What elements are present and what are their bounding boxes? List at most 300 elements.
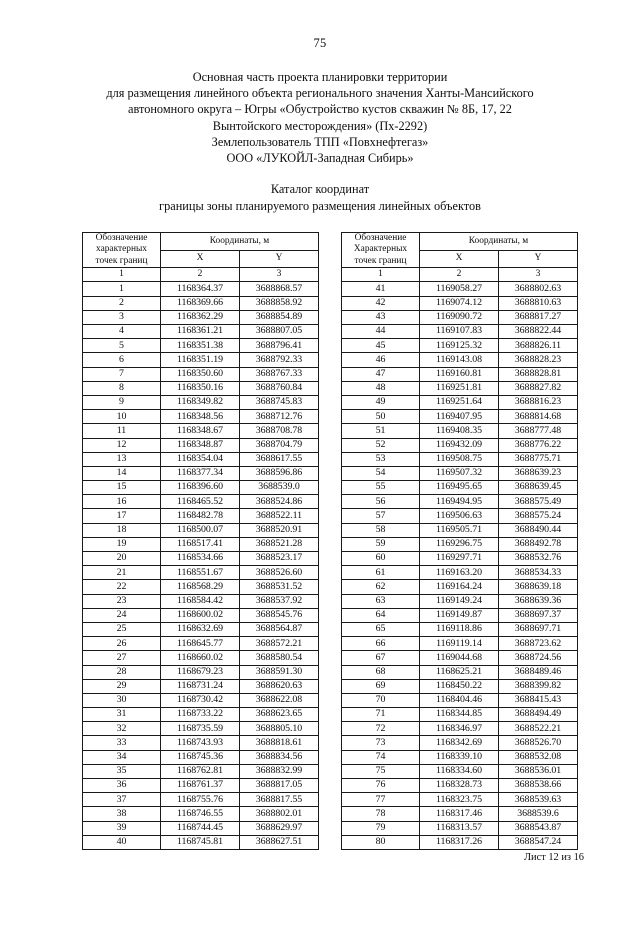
- cell-x: 1168584.42: [161, 594, 240, 608]
- cell-y: 3688399.82: [499, 679, 578, 693]
- cell-point-id: 72: [342, 722, 420, 736]
- cell-y: 3688827.82: [499, 381, 578, 395]
- cell-y: 3688868.57: [240, 282, 319, 296]
- table-row: [83, 608, 319, 622]
- cell-x: 1168745.36: [161, 750, 240, 764]
- cell-point-id: 22: [83, 580, 161, 594]
- table-row: [83, 580, 319, 594]
- table-row: [342, 367, 578, 381]
- cell-point-id: 16: [83, 495, 161, 509]
- cell-y: 3688539.6: [499, 807, 578, 821]
- cell-x: 1168348.87: [161, 438, 240, 452]
- cell-point-id: 53: [342, 452, 420, 466]
- table-row: [342, 339, 578, 353]
- cell-y: 3688539.63: [499, 793, 578, 807]
- table-body-right: [342, 282, 578, 850]
- cell-y: 3688818.61: [240, 736, 319, 750]
- cell-point-id: 24: [83, 608, 161, 622]
- table-row: [83, 367, 319, 381]
- title-line-5: Землепользователь ТПП «Повхнефтегаз»: [211, 134, 429, 149]
- table-row: [83, 807, 319, 821]
- cell-y: 3688531.52: [240, 580, 319, 594]
- cell-y: 3688796.41: [240, 339, 319, 353]
- table-row: [83, 481, 319, 495]
- table-row: [83, 395, 319, 409]
- cell-point-id: 48: [342, 381, 420, 395]
- cell-point-id: 50: [342, 410, 420, 424]
- cell-x: 1168396.60: [161, 481, 240, 495]
- cell-x: 1168317.26: [420, 835, 499, 849]
- cell-x: 1168354.04: [161, 452, 240, 466]
- cell-x: 1169407.95: [420, 410, 499, 424]
- cell-point-id: 40: [83, 835, 161, 849]
- document-title: [0, 69, 640, 166]
- table-row: [342, 594, 578, 608]
- table-row: [342, 410, 578, 424]
- cell-point-id: 66: [342, 637, 420, 651]
- table-row: [83, 566, 319, 580]
- table-row: [342, 622, 578, 636]
- table-row: [83, 779, 319, 793]
- table-header-right: [342, 233, 578, 282]
- table-header-left: [83, 233, 319, 282]
- table-row: [83, 466, 319, 480]
- cell-y: 3688494.49: [499, 708, 578, 722]
- cell-point-id: 25: [83, 622, 161, 636]
- cell-y: 3688547.24: [499, 835, 578, 849]
- cell-point-id: 11: [83, 424, 161, 438]
- cell-y: 3688832.99: [240, 764, 319, 778]
- cell-x: 1169296.75: [420, 537, 499, 551]
- cell-point-id: 68: [342, 665, 420, 679]
- cell-x: 1169058.27: [420, 282, 499, 296]
- cell-point-id: 9: [83, 395, 161, 409]
- cell-x: 1168339.10: [420, 750, 499, 764]
- table-body-left: [83, 282, 319, 850]
- cell-point-id: 45: [342, 339, 420, 353]
- column-number-1-left: 1: [83, 268, 161, 282]
- cell-x: 1168730.42: [161, 693, 240, 707]
- cell-point-id: 2: [83, 296, 161, 310]
- cell-y: 3688520.91: [240, 523, 319, 537]
- title-line-2: для размещения линейного объекта регионального значения Ханты-Мансийского: [106, 86, 534, 101]
- table-row: [83, 523, 319, 537]
- cell-y: 3688822.44: [499, 325, 578, 339]
- cell-point-id: 43: [342, 310, 420, 324]
- cell-y: 3688572.21: [240, 637, 319, 651]
- table-row: [342, 651, 578, 665]
- cell-point-id: 1: [83, 282, 161, 296]
- cell-y: 3688777.48: [499, 424, 578, 438]
- cell-x: 1169505.71: [420, 523, 499, 537]
- cell-point-id: 13: [83, 452, 161, 466]
- cell-y: 3688629.97: [240, 821, 319, 835]
- cell-y: 3688522.21: [499, 722, 578, 736]
- cell-point-id: 55: [342, 481, 420, 495]
- table-row: [342, 296, 578, 310]
- table-row: [83, 693, 319, 707]
- cell-x: 1169119.14: [420, 637, 499, 651]
- cell-y: 3688627.51: [240, 835, 319, 849]
- cell-y: 3688639.45: [499, 481, 578, 495]
- table-row: [342, 679, 578, 693]
- table-row: [342, 438, 578, 452]
- table-row: [83, 325, 319, 339]
- cell-y: 3688545.76: [240, 608, 319, 622]
- cell-x: 1169143.08: [420, 353, 499, 367]
- cell-point-id: 46: [342, 353, 420, 367]
- cell-x: 1168351.19: [161, 353, 240, 367]
- table-row: [342, 580, 578, 594]
- table-row: [342, 353, 578, 367]
- cell-point-id: 30: [83, 693, 161, 707]
- cell-x: 1169149.87: [420, 608, 499, 622]
- cell-y: 3688704.79: [240, 438, 319, 452]
- table-row: [342, 750, 578, 764]
- table-row: [83, 339, 319, 353]
- cell-point-id: 35: [83, 764, 161, 778]
- cell-point-id: 56: [342, 495, 420, 509]
- cell-point-id: 74: [342, 750, 420, 764]
- table-row: [83, 708, 319, 722]
- cell-y: 3688532.76: [499, 552, 578, 566]
- cell-x: 1168735.59: [161, 722, 240, 736]
- cell-y: 3688810.63: [499, 296, 578, 310]
- cell-y: 3688415.43: [499, 693, 578, 707]
- table-row: [83, 722, 319, 736]
- table-row: [83, 637, 319, 651]
- title-line-6: ООО «ЛУКОЙЛ-Западная Сибирь»: [226, 151, 414, 166]
- header-line-1: Обозначение: [95, 233, 148, 244]
- cell-y: 3688817.27: [499, 310, 578, 324]
- cell-x: 1168746.55: [161, 807, 240, 821]
- cell-y: 3688639.36: [499, 594, 578, 608]
- cell-point-id: 23: [83, 594, 161, 608]
- cell-y: 3688622.08: [240, 693, 319, 707]
- cell-x: 1168600.02: [161, 608, 240, 622]
- cell-y: 3688492.78: [499, 537, 578, 551]
- cell-y: 3688697.71: [499, 622, 578, 636]
- cell-y: 3688543.87: [499, 821, 578, 835]
- cell-x: 1169125.32: [420, 339, 499, 353]
- cell-x: 1168551.67: [161, 566, 240, 580]
- header-point-designation-right: [342, 233, 420, 268]
- cell-x: 1168369.66: [161, 296, 240, 310]
- cell-y: 3688760.84: [240, 381, 319, 395]
- table-row: [83, 764, 319, 778]
- subtitle-line-1: Каталог координат: [270, 182, 370, 197]
- cell-y: 3688817.55: [240, 793, 319, 807]
- cell-point-id: 28: [83, 665, 161, 679]
- cell-y: 3688776.22: [499, 438, 578, 452]
- cell-x: 1169297.71: [420, 552, 499, 566]
- cell-point-id: 61: [342, 566, 420, 580]
- cell-y: 3688575.49: [499, 495, 578, 509]
- cell-point-id: 5: [83, 339, 161, 353]
- cell-y: 3688524.86: [240, 495, 319, 509]
- cell-y: 3688536.01: [499, 764, 578, 778]
- document-subtitle: [0, 181, 640, 214]
- cell-point-id: 37: [83, 793, 161, 807]
- cell-y: 3688639.18: [499, 580, 578, 594]
- cell-x: 1168482.78: [161, 509, 240, 523]
- table-row: [342, 722, 578, 736]
- cell-y: 3688489.46: [499, 665, 578, 679]
- cell-y: 3688745.83: [240, 395, 319, 409]
- table-row: [342, 608, 578, 622]
- cell-x: 1168334.60: [420, 764, 499, 778]
- cell-y: 3688523.17: [240, 552, 319, 566]
- header-point-designation-left: [83, 233, 161, 268]
- cell-point-id: 31: [83, 708, 161, 722]
- cell-y: 3688708.78: [240, 424, 319, 438]
- cell-point-id: 59: [342, 537, 420, 551]
- table-row: [342, 693, 578, 707]
- header-y-right: Y: [499, 250, 578, 268]
- cell-point-id: 69: [342, 679, 420, 693]
- header-line-3: точек границ: [354, 255, 407, 266]
- table-row: [342, 424, 578, 438]
- cell-x: 1168731.24: [161, 679, 240, 693]
- cell-y: 3688490.44: [499, 523, 578, 537]
- cell-x: 1168328.73: [420, 779, 499, 793]
- cell-point-id: 7: [83, 367, 161, 381]
- cell-y: 3688617.55: [240, 452, 319, 466]
- table-row: [342, 325, 578, 339]
- cell-x: 1168568.29: [161, 580, 240, 594]
- cell-y: 3688723.62: [499, 637, 578, 651]
- cell-x: 1168450.22: [420, 679, 499, 693]
- cell-y: 3688792.33: [240, 353, 319, 367]
- cell-y: 3688522.11: [240, 509, 319, 523]
- cell-point-id: 44: [342, 325, 420, 339]
- cell-y: 3688620.63: [240, 679, 319, 693]
- cell-x: 1169149.24: [420, 594, 499, 608]
- cell-point-id: 57: [342, 509, 420, 523]
- cell-point-id: 27: [83, 651, 161, 665]
- cell-x: 1168743.93: [161, 736, 240, 750]
- cell-x: 1168404.46: [420, 693, 499, 707]
- cell-y: 3688817.05: [240, 779, 319, 793]
- table-row: [83, 594, 319, 608]
- cell-x: 1168364.37: [161, 282, 240, 296]
- table-row: [83, 793, 319, 807]
- header-x-left: X: [161, 250, 240, 268]
- cell-y: 3688537.92: [240, 594, 319, 608]
- cell-point-id: 67: [342, 651, 420, 665]
- cell-x: 1169118.86: [420, 622, 499, 636]
- table-row: [83, 651, 319, 665]
- coordinate-table-right: [341, 232, 578, 850]
- cell-x: 1168323.75: [420, 793, 499, 807]
- header-line-2: Характерных: [353, 244, 408, 255]
- cell-x: 1168632.69: [161, 622, 240, 636]
- cell-point-id: 39: [83, 821, 161, 835]
- cell-y: 3688828.81: [499, 367, 578, 381]
- cell-point-id: 17: [83, 509, 161, 523]
- table-row: [342, 466, 578, 480]
- cell-y: 3688802.01: [240, 807, 319, 821]
- cell-x: 1168348.67: [161, 424, 240, 438]
- header-line-3: точек границ: [95, 255, 148, 266]
- cell-x: 1168465.52: [161, 495, 240, 509]
- cell-point-id: 33: [83, 736, 161, 750]
- table-row: [83, 452, 319, 466]
- cell-point-id: 12: [83, 438, 161, 452]
- cell-point-id: 79: [342, 821, 420, 835]
- cell-point-id: 47: [342, 367, 420, 381]
- cell-point-id: 4: [83, 325, 161, 339]
- cell-point-id: 58: [342, 523, 420, 537]
- table-row: [83, 750, 319, 764]
- cell-x: 1168745.81: [161, 835, 240, 849]
- coordinate-tables: [0, 232, 640, 850]
- table-row: [342, 523, 578, 537]
- table-row: [83, 424, 319, 438]
- table-row: [83, 537, 319, 551]
- cell-x: 1168762.81: [161, 764, 240, 778]
- cell-y: 3688538.66: [499, 779, 578, 793]
- cell-point-id: 32: [83, 722, 161, 736]
- table-row: [342, 708, 578, 722]
- cell-y: 3688534.33: [499, 566, 578, 580]
- cell-x: 1168679.23: [161, 665, 240, 679]
- cell-point-id: 18: [83, 523, 161, 537]
- cell-x: 1168361.21: [161, 325, 240, 339]
- cell-x: 1168517.41: [161, 537, 240, 551]
- table-row: [342, 566, 578, 580]
- table-row: [342, 764, 578, 778]
- cell-x: 1169160.81: [420, 367, 499, 381]
- table-row: [83, 438, 319, 452]
- table-row: [83, 679, 319, 693]
- cell-x: 1169251.64: [420, 395, 499, 409]
- table-row: [83, 821, 319, 835]
- cell-point-id: 78: [342, 807, 420, 821]
- table-row: [83, 509, 319, 523]
- table-row: [342, 310, 578, 324]
- cell-y: 3688802.63: [499, 282, 578, 296]
- cell-point-id: 62: [342, 580, 420, 594]
- column-number-1-right: 1: [342, 268, 420, 282]
- column-number-3-left: 3: [240, 268, 319, 282]
- cell-point-id: 8: [83, 381, 161, 395]
- table-row: [342, 452, 578, 466]
- cell-x: 1168733.22: [161, 708, 240, 722]
- cell-x: 1168344.85: [420, 708, 499, 722]
- cell-y: 3688564.87: [240, 622, 319, 636]
- cell-y: 3688526.70: [499, 736, 578, 750]
- table-row: [342, 552, 578, 566]
- page-number: 75: [313, 36, 327, 50]
- table-row: [342, 779, 578, 793]
- cell-y: 3688814.68: [499, 410, 578, 424]
- cell-point-id: 14: [83, 466, 161, 480]
- cell-x: 1168342.69: [420, 736, 499, 750]
- cell-x: 1168744.45: [161, 821, 240, 835]
- subtitle-line-2: границы зоны планируемого размещения линейных объектов: [159, 198, 481, 213]
- table-row: [83, 310, 319, 324]
- cell-point-id: 15: [83, 481, 161, 495]
- cell-point-id: 20: [83, 552, 161, 566]
- cell-point-id: 64: [342, 608, 420, 622]
- cell-x: 1168377.34: [161, 466, 240, 480]
- cell-x: 1169507.32: [420, 466, 499, 480]
- cell-x: 1168313.57: [420, 821, 499, 835]
- cell-point-id: 63: [342, 594, 420, 608]
- cell-point-id: 21: [83, 566, 161, 580]
- table-row: [83, 381, 319, 395]
- cell-y: 3688532.08: [499, 750, 578, 764]
- cell-point-id: 41: [342, 282, 420, 296]
- cell-x: 1168362.29: [161, 310, 240, 324]
- cell-x: 1168350.16: [161, 381, 240, 395]
- column-number-2-right: 2: [420, 268, 499, 282]
- cell-x: 1169408.35: [420, 424, 499, 438]
- cell-y: 3688807.05: [240, 325, 319, 339]
- cell-point-id: 80: [342, 835, 420, 849]
- cell-x: 1168348.56: [161, 410, 240, 424]
- cell-y: 3688521.28: [240, 537, 319, 551]
- cell-y: 3688854.89: [240, 310, 319, 324]
- table-row: [342, 835, 578, 849]
- cell-y: 3688816.23: [499, 395, 578, 409]
- cell-y: 3688826.11: [499, 339, 578, 353]
- cell-x: 1168346.97: [420, 722, 499, 736]
- cell-x: 1169506.63: [420, 509, 499, 523]
- cell-x: 1169163.20: [420, 566, 499, 580]
- cell-x: 1168349.82: [161, 395, 240, 409]
- cell-point-id: 54: [342, 466, 420, 480]
- cell-y: 3688697.37: [499, 608, 578, 622]
- cell-x: 1169251.81: [420, 381, 499, 395]
- cell-x: 1168351.38: [161, 339, 240, 353]
- cell-x: 1168350.60: [161, 367, 240, 381]
- cell-x: 1168625.21: [420, 665, 499, 679]
- cell-point-id: 77: [342, 793, 420, 807]
- cell-point-id: 36: [83, 779, 161, 793]
- cell-point-id: 65: [342, 622, 420, 636]
- cell-x: 1169495.65: [420, 481, 499, 495]
- table-row: [342, 381, 578, 395]
- cell-y: 3688639.23: [499, 466, 578, 480]
- cell-x: 1168660.02: [161, 651, 240, 665]
- cell-x: 1169074.12: [420, 296, 499, 310]
- cell-x: 1168645.77: [161, 637, 240, 651]
- table-row: [342, 637, 578, 651]
- title-line-1: Основная часть проекта планировки территории: [192, 70, 448, 84]
- cell-point-id: 73: [342, 736, 420, 750]
- header-line-1: Обозначение: [354, 233, 407, 244]
- cell-y: 3688805.10: [240, 722, 319, 736]
- table-row: [342, 807, 578, 821]
- cell-point-id: 52: [342, 438, 420, 452]
- column-number-2-left: 2: [161, 268, 240, 282]
- cell-point-id: 3: [83, 310, 161, 324]
- cell-x: 1168761.37: [161, 779, 240, 793]
- cell-x: 1168317.46: [420, 807, 499, 821]
- cell-x: 1169164.24: [420, 580, 499, 594]
- cell-point-id: 70: [342, 693, 420, 707]
- header-coordinates-right: Координаты, м: [420, 233, 578, 251]
- cell-y: 3688580.54: [240, 651, 319, 665]
- table-row: [83, 622, 319, 636]
- cell-y: 3688828.23: [499, 353, 578, 367]
- cell-point-id: 10: [83, 410, 161, 424]
- cell-point-id: 34: [83, 750, 161, 764]
- header-coordinates-left: Координаты, м: [161, 233, 319, 251]
- cell-y: 3688834.56: [240, 750, 319, 764]
